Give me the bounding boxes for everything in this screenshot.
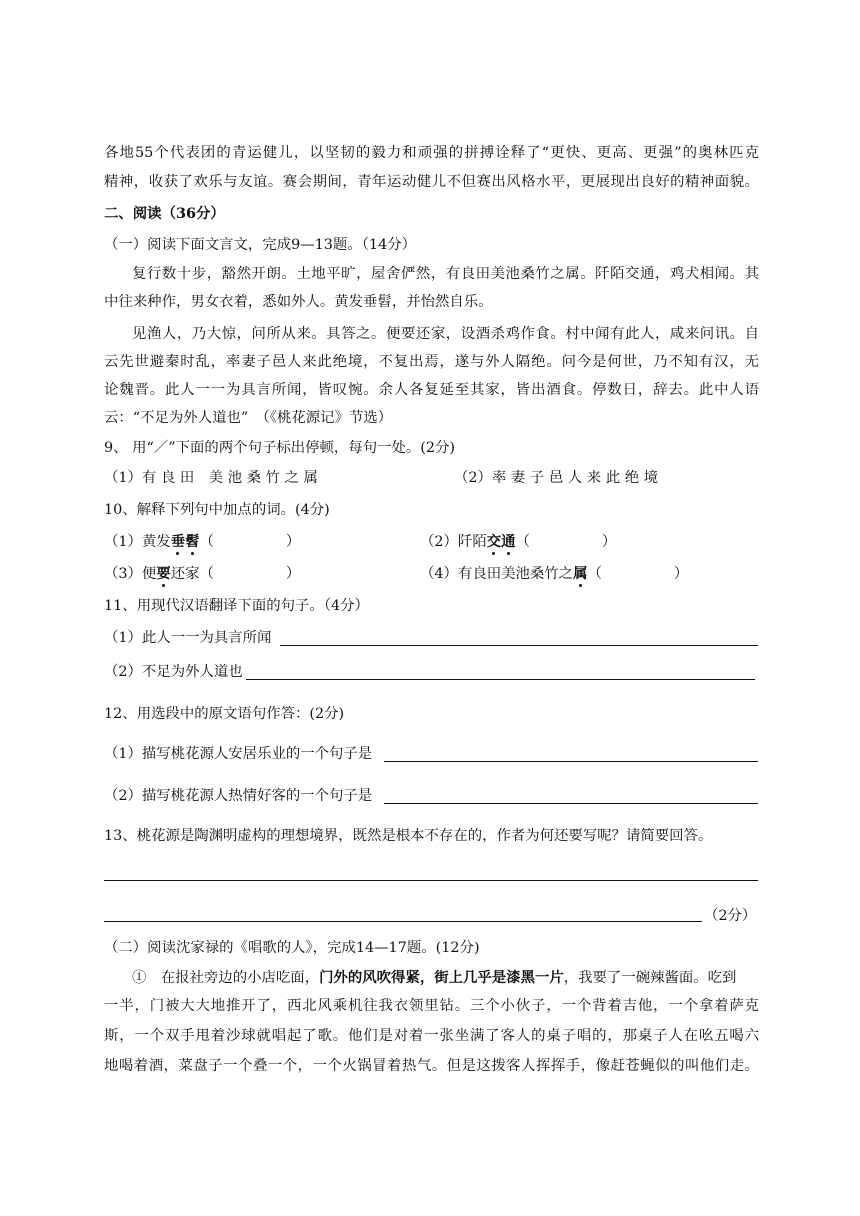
q10-answer-blank: （ ） <box>587 566 689 582</box>
q10-answer-blank: 还家（ ） <box>170 566 301 582</box>
q12-item-1: （1）描写桃花源人安居乐业的一个句子是 <box>104 746 373 762</box>
passage-p2-line-4: 云：“不足为外人道也” （《桃花源记》节选） <box>104 410 393 426</box>
q10-dotted-char: 髫 <box>185 533 200 550</box>
q10-item-4-prefix: （4）有良田美池桑竹之 <box>420 566 574 582</box>
q10-dotted-char: 交 <box>486 533 502 550</box>
part1-instruction: （一）阅读下面文言文，完成9—13题。（14分） <box>104 237 417 253</box>
q11-item-1: （1）此人一一为具言所闻 <box>104 630 272 646</box>
part2-para1-line-1 <box>132 968 736 988</box>
q10-item-3-prefix: （3）便 <box>104 566 157 582</box>
q9-stem: 9、 用“／”下面的两个句子标出停顿，每句一处。(2分) <box>104 440 456 456</box>
part2-para1-line-4: 地喝着酒，菜盘子一个叠一个，一个火锅冒着热气。但是这拨客人挥挥手，像赶苍蝇似的叫他们走。 <box>104 1058 759 1074</box>
part2-line-1-end: ，我要了一碗辣酱面。吃到 <box>563 970 737 986</box>
q13-score: （2分） <box>704 908 757 924</box>
intro-line-2: 精神，收获了欢乐与友谊。赛会期间，青年运动健儿不但赛出风格水平，更展现出良好的精神面貌。 <box>104 174 759 190</box>
passage-p2-line-3: 论魏晋。此人一一为具言所闻，皆叹惋。余人各复延至其家，皆出酒食。停数日，辞去。此中人语 <box>104 382 759 398</box>
q11-item-2: （2）不足为外人道也 <box>104 664 243 680</box>
q10-stem: 10、解释下列句中加点的词。(4分) <box>104 502 330 518</box>
q10-item-2-prefix: （2）阡陌 <box>420 534 487 550</box>
part2-line-1-start: ① 在报社旁边的小店吃面， <box>132 970 320 986</box>
part2-bold-phrase: 门外的风吹得紧，街上几乎是漆黑一片 <box>319 969 564 986</box>
passage-p2-line-1: 见渔人，乃大惊，问所从来。具答之。便要还家，设酒杀鸡作食。村中闻有此人，咸来问讯。自 <box>132 326 759 342</box>
q10-item-1 <box>104 532 300 552</box>
q10-dotted-char: 要 <box>156 565 171 582</box>
q11-answer-line-2[interactable] <box>246 679 755 680</box>
part2-para1-line-3: 斯，一个双手甩着沙球就唱起了歌。他们是对着一张坐满了客人的桌子唱的，那桌子人在吆五喝六 <box>104 1028 759 1044</box>
q12-answer-line-1[interactable] <box>384 761 758 762</box>
q12-item-2: （2）描写桃花源人热情好客的一个句子是 <box>104 788 373 804</box>
q9-sentence-2: （2）率 妻 子 邑 人 来 此 绝 境 <box>454 470 659 486</box>
q10-item-1-prefix: （1）黄发 <box>104 534 171 550</box>
section-heading-reading: 二、阅读（36分） <box>104 205 225 222</box>
q12-stem: 12、用选段中的原文语句作答：(2分) <box>104 706 345 722</box>
passage-p1-line-1: 复行数十步，豁然开朗。土地平旷，屋舍俨然，有良田美池桑竹之属。阡陌交通，鸡犬相闻。其 <box>132 266 759 282</box>
q10-item-4 <box>420 564 688 584</box>
q13-stem: 13、桃花源是陶渊明虚构的理想境界，既然是根本不存在的，作者为何还要写呢？请简要回答。 <box>104 828 713 844</box>
intro-line-1: 各地55个代表团的青运健儿，以坚韧的毅力和顽强的拼搏诠释了“更快、更高、更强”的奥林匹克 <box>104 145 759 161</box>
q10-dotted-char: 属 <box>573 565 588 582</box>
q10-answer-blank: （ ） <box>515 534 617 550</box>
q10-dotted-char: 垂 <box>170 533 186 550</box>
passage-p1-line-2: 中往来种作，男女衣着，悉如外人。黄发垂髫，并怡然自乐。 <box>104 294 493 310</box>
q9-sentence-1: （1）有 良 田 美 池 桑 竹 之 属 <box>104 470 318 486</box>
q10-answer-blank: （ ） <box>199 534 301 550</box>
q11-stem: 11、用现代汉语翻译下面的句子。（4分） <box>104 598 369 614</box>
q13-answer-line-1[interactable] <box>104 880 758 881</box>
q10-item-3 <box>104 564 300 584</box>
q11-answer-line-1[interactable] <box>280 645 758 646</box>
q12-answer-line-2[interactable] <box>384 803 758 804</box>
q10-dotted-char: 通 <box>501 533 516 550</box>
part2-instruction: （二）阅读沈家禄的《唱歌的人》，完成14—17题。(12分) <box>104 940 480 956</box>
q13-answer-line-2[interactable] <box>104 921 702 922</box>
part2-para1-line-2: 一半，门被大大地推开了，西北风乘机往我衣领里钻。三个小伙子，一个背着吉他，一个拿着萨克 <box>104 998 759 1014</box>
q10-item-2 <box>420 532 616 552</box>
passage-p2-line-2: 云先世避秦时乱，率妻子邑人来此绝境，不复出焉，遂与外人隔绝。问今是何世，乃不知有汉，无 <box>104 354 759 370</box>
